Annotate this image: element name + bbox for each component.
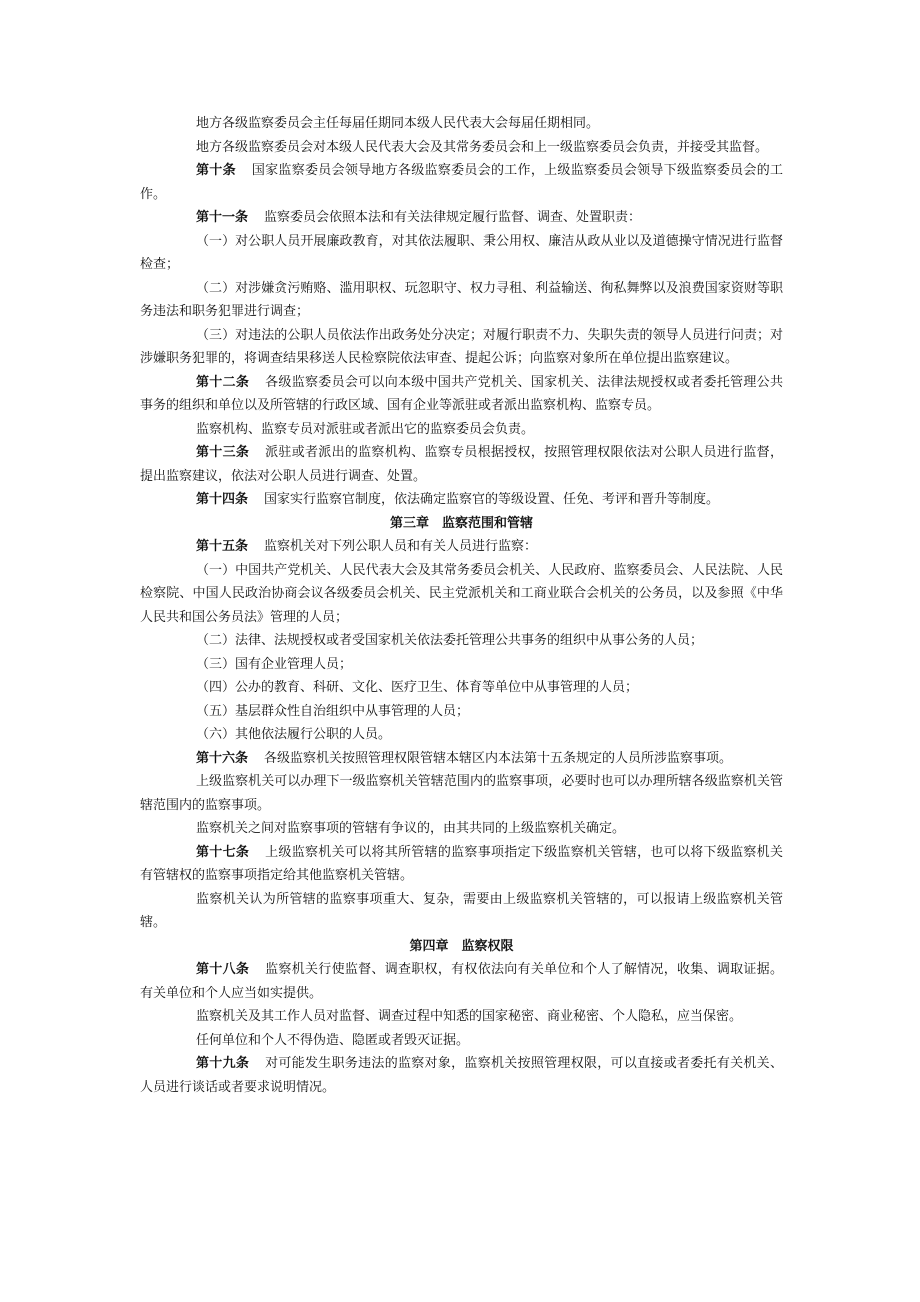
paragraph bbox=[140, 653, 783, 677]
paragraph bbox=[140, 1029, 783, 1053]
paragraph-text: 地方各级监察委员会主任每届任期同本级人民代表大会每届任期相同。 bbox=[196, 116, 600, 131]
paragraph-text: 各级监察机关按照管理权限管辖本辖区内本法第十五条规定的人员所涉监察事项。 bbox=[264, 750, 733, 766]
paragraph-text: 派驻或者派出的监察机构、监察专员根据授权，按照管理权限依法对公职人员进行监督，提出监察建议，依法对公职人员进行调查、处置。 bbox=[140, 445, 783, 484]
paragraph-text: 监察机关行使监督、调查职权，有权依法向有关单位和个人了解情况，收集、调取证据。有关单位和个人应当如实提供。 bbox=[140, 962, 783, 1001]
paragraph-text: 监察机构、监察专员对派驻或者派出它的监察委员会负责。 bbox=[196, 421, 535, 437]
paragraph-text: 地方各级监察委员会对本级人民代表大会及其常务委员会和上一级监察委员会负责，并接受其监督。 bbox=[196, 139, 769, 155]
paragraph bbox=[140, 371, 783, 418]
paragraph bbox=[140, 1052, 783, 1099]
article-number: 第十五条 bbox=[196, 539, 249, 554]
chapter-heading: 第三章 监察范围和管辖 bbox=[389, 515, 533, 531]
article-number: 第十六条 bbox=[196, 750, 249, 766]
article-number: 第十七条 bbox=[196, 844, 250, 860]
paragraph-text: 国家实行监察官制度，依法确定监察官的等级设置、任免、考评和晋升等制度。 bbox=[264, 492, 720, 507]
paragraph-text: （一）中国共产党机关、人民代表大会及其常务委员会机关、人民政府、监察委员会、人民法院、人民检察院、中国人民政治协商会议各级委员会机关、民主党派机关和工商业联合会机关的公务员，以及参照《中华人民共和国公务员法》管理的人员； bbox=[140, 562, 783, 625]
paragraph-text: 上级监察机关可以将其所管辖的监察事项指定下级监察机关管辖，也可以将下级监察机关有管辖权的监察事项指定给其他监察机关管辖。 bbox=[140, 844, 783, 883]
paragraph bbox=[140, 723, 783, 747]
paragraph bbox=[140, 817, 783, 841]
paragraph bbox=[140, 136, 783, 160]
paragraph-text: （三）对违法的公职人员依法作出政务处分决定；对履行职责不力、失职失责的领导人员进行问责；对涉嫌职务犯罪的，将调查结果移送人民检察院依法审查、提起公诉；向监察对象所在单位提出监察建议。 bbox=[140, 327, 783, 366]
article-number: 第十九条 bbox=[196, 1056, 250, 1071]
article-number: 第十三条 bbox=[196, 445, 250, 460]
paragraph bbox=[140, 324, 783, 371]
article-number: 第十条 bbox=[196, 163, 236, 178]
paragraph-text: 监察机关及其工作人员对监督、调查过程中知悉的国家秘密、商业秘密、个人隐私，应当保密。 bbox=[196, 1009, 743, 1024]
paragraph-text: 监察委员会依照本法和有关法律规定履行监督、调查、处置职责： bbox=[264, 210, 642, 225]
paragraph bbox=[140, 629, 783, 653]
paragraph-text: 监察机关认为所管辖的监察事项重大、复杂，需要由上级监察机关管辖的，可以报请上级监察机关管辖。 bbox=[140, 891, 783, 930]
paragraph bbox=[140, 841, 783, 888]
paragraph bbox=[140, 112, 783, 136]
document-body bbox=[140, 112, 783, 1099]
article-number: 第十一条 bbox=[196, 210, 249, 225]
paragraph-text: 监察机关对下列公职人员和有关人员进行监察： bbox=[264, 539, 538, 554]
paragraph bbox=[140, 277, 783, 324]
paragraph bbox=[140, 958, 783, 1005]
paragraph-text: 国家监察委员会领导地方各级监察委员会的工作，上级监察委员会领导下级监察委员会的工作。 bbox=[140, 163, 783, 202]
paragraph bbox=[140, 441, 783, 488]
paragraph-text: 各级监察委员会可以向本级中国共产党机关、国家机关、法律法规授权或者委托管理公共事务的组织和单位以及所管辖的行政区域、国有企业等派驻或者派出监察机构、监察专员。 bbox=[140, 374, 783, 413]
paragraph bbox=[140, 159, 783, 206]
paragraph-text: （一）对公职人员开展廉政教育，对其依法履职、秉公用权、廉洁从政从业以及道德操守情况进行监督检查； bbox=[140, 233, 783, 272]
paragraph bbox=[140, 888, 783, 935]
paragraph bbox=[140, 770, 783, 817]
paragraph bbox=[140, 559, 783, 630]
paragraph-text: （三）国有企业管理人员； bbox=[196, 656, 353, 672]
paragraph-text: （四）公办的教育、科研、文化、医疗卫生、体育等单位中从事管理的人员； bbox=[196, 680, 639, 695]
paragraph-text: 对可能发生职务违法的监察对象，监察机关按照管理权限，可以直接或者委托有关机关、人员进行谈话或者要求说明情况。 bbox=[140, 1056, 783, 1095]
paragraph-text: （五）基层群众性自治组织中从事管理的人员； bbox=[196, 703, 470, 719]
paragraph-text: 任何单位和个人不得伪造、隐匿或者毁灭证据。 bbox=[196, 1032, 470, 1048]
paragraph bbox=[140, 747, 783, 771]
paragraph-text: （二）对涉嫌贪污贿赂、滥用职权、玩忽职守、权力寻租、利益输送、徇私舞弊以及浪费国家资财等职务违法和职务犯罪进行调查； bbox=[140, 280, 783, 319]
article-number: 第十二条 bbox=[196, 374, 250, 390]
article-number: 第十四条 bbox=[196, 492, 249, 507]
paragraph bbox=[140, 418, 783, 442]
paragraph bbox=[140, 700, 783, 724]
paragraph bbox=[140, 230, 783, 277]
paragraph-text: （二）法律、法规授权或者受国家机关依法委托管理公共事务的组织中从事公务的人员； bbox=[196, 633, 704, 648]
paragraph-text: （六）其他依法履行公职的人员。 bbox=[196, 727, 392, 742]
paragraph-text: 上级监察机关可以办理下一级监察机关管辖范围内的监察事项，必要时也可以办理所辖各级监察机关管辖范围内的监察事项。 bbox=[140, 774, 783, 813]
paragraph bbox=[140, 206, 783, 230]
paragraph bbox=[140, 535, 783, 559]
paragraph bbox=[140, 1005, 783, 1029]
paragraph-text: 监察机关之间对监察事项的管辖有争议的，由其共同的上级监察机关确定。 bbox=[196, 821, 626, 836]
chapter-heading: 第四章 监察权限 bbox=[409, 938, 514, 954]
paragraph bbox=[140, 676, 783, 700]
paragraph bbox=[140, 488, 783, 512]
article-number: 第十八条 bbox=[196, 962, 250, 977]
